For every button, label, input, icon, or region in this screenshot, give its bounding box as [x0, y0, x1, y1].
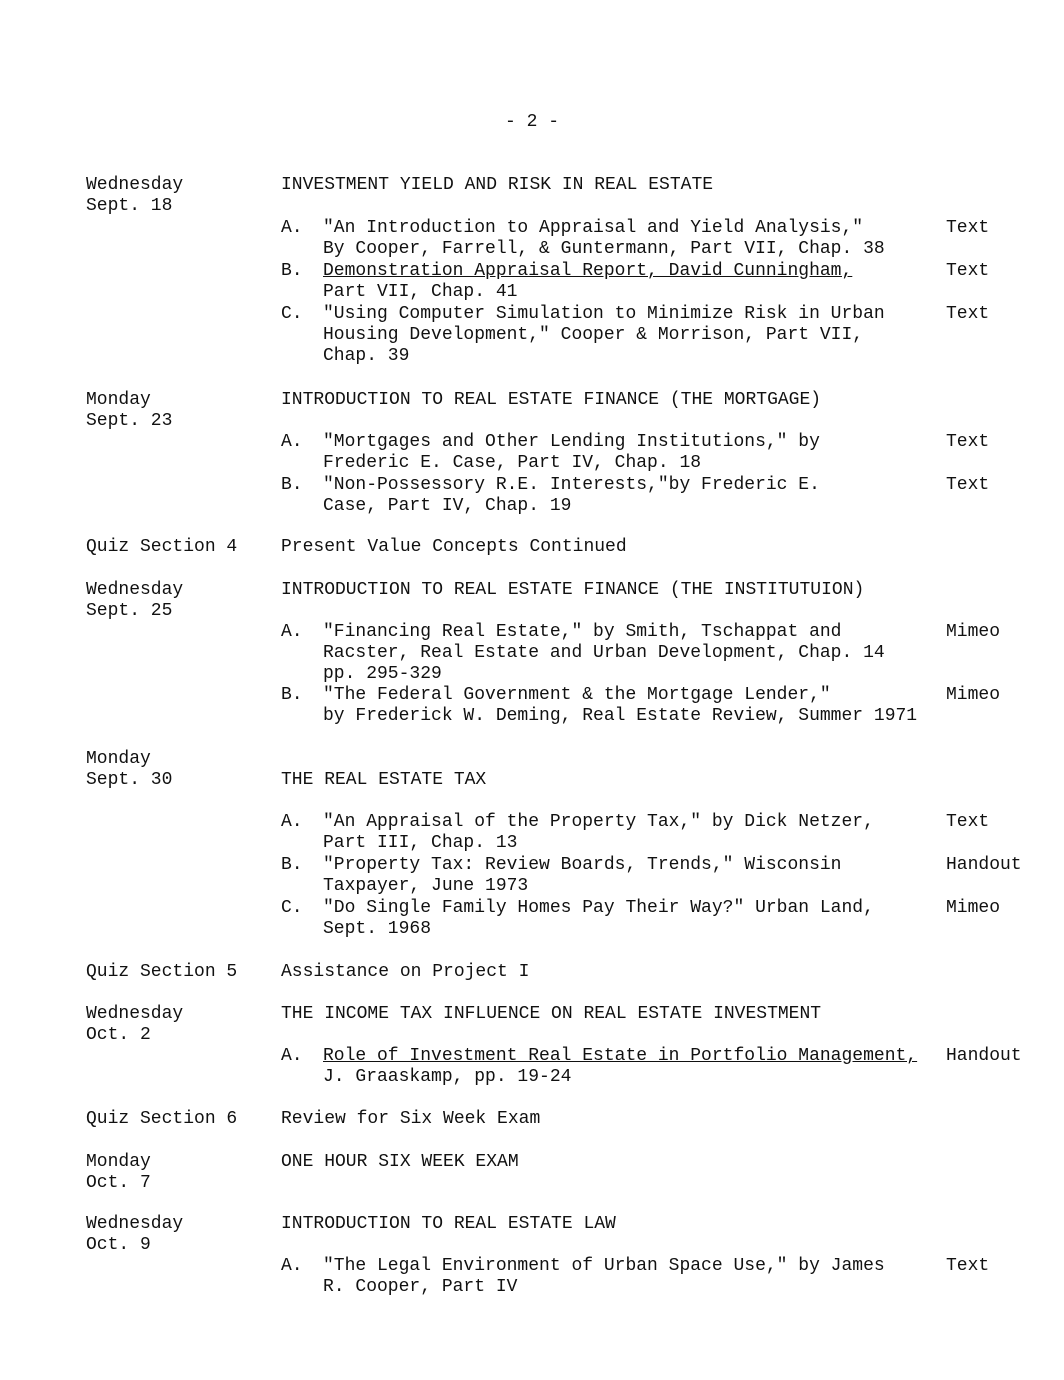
reading-source: Text [946, 432, 990, 452]
reading-source: Mimeo [946, 685, 1001, 705]
reading-source: Text [946, 261, 990, 281]
session-topic: Review for Six Week Exam [281, 1109, 541, 1129]
session-topic: THE REAL ESTATE TAX [281, 770, 487, 790]
session-topic: Assistance on Project I [281, 962, 530, 982]
session-date: Wednesday Sept. 25 [86, 580, 184, 621]
session-topic: ONE HOUR SIX WEEK EXAM [281, 1152, 519, 1172]
reading-source: Mimeo [946, 898, 1001, 918]
session-date: Quiz Section 5 [86, 962, 238, 982]
reading-source: Mimeo [946, 622, 1001, 642]
reading-source: Text [946, 1256, 990, 1276]
session-date: Monday Sept. 23 [86, 390, 173, 431]
session-date: Wednesday Oct. 9 [86, 1214, 184, 1255]
session-topic: INTRODUCTION TO REAL ESTATE FINANCE (THE MORTGAGE) [281, 390, 822, 410]
reading-source: Text [946, 218, 990, 238]
reading-source: Text [946, 304, 990, 324]
session-date: Wednesday Sept. 18 [86, 175, 184, 216]
session-topic: INTRODUCTION TO REAL ESTATE FINANCE (THE INSTITUTUION) [281, 580, 865, 600]
reading-source: Handout [946, 1046, 1022, 1066]
session-date: Wednesday Oct. 2 [86, 1004, 184, 1045]
session-topic: INVESTMENT YIELD AND RISK IN REAL ESTATE [281, 175, 714, 195]
session-date: Quiz Section 4 [86, 537, 238, 557]
reading-source: Handout [946, 855, 1022, 875]
page-number: - 2 - [504, 112, 559, 132]
reading-source: Text [946, 475, 990, 495]
session-topic: Present Value Concepts Continued [281, 537, 627, 557]
session-date: Monday Oct. 7 [86, 1152, 151, 1193]
reading-source: Text [946, 812, 990, 832]
session-date: Monday Sept. 30 [86, 749, 173, 790]
session-topic: THE INCOME TAX INFLUENCE ON REAL ESTATE INVESTMENT [281, 1004, 822, 1024]
session-date: Quiz Section 6 [86, 1109, 238, 1129]
session-topic: INTRODUCTION TO REAL ESTATE LAW [281, 1214, 616, 1234]
